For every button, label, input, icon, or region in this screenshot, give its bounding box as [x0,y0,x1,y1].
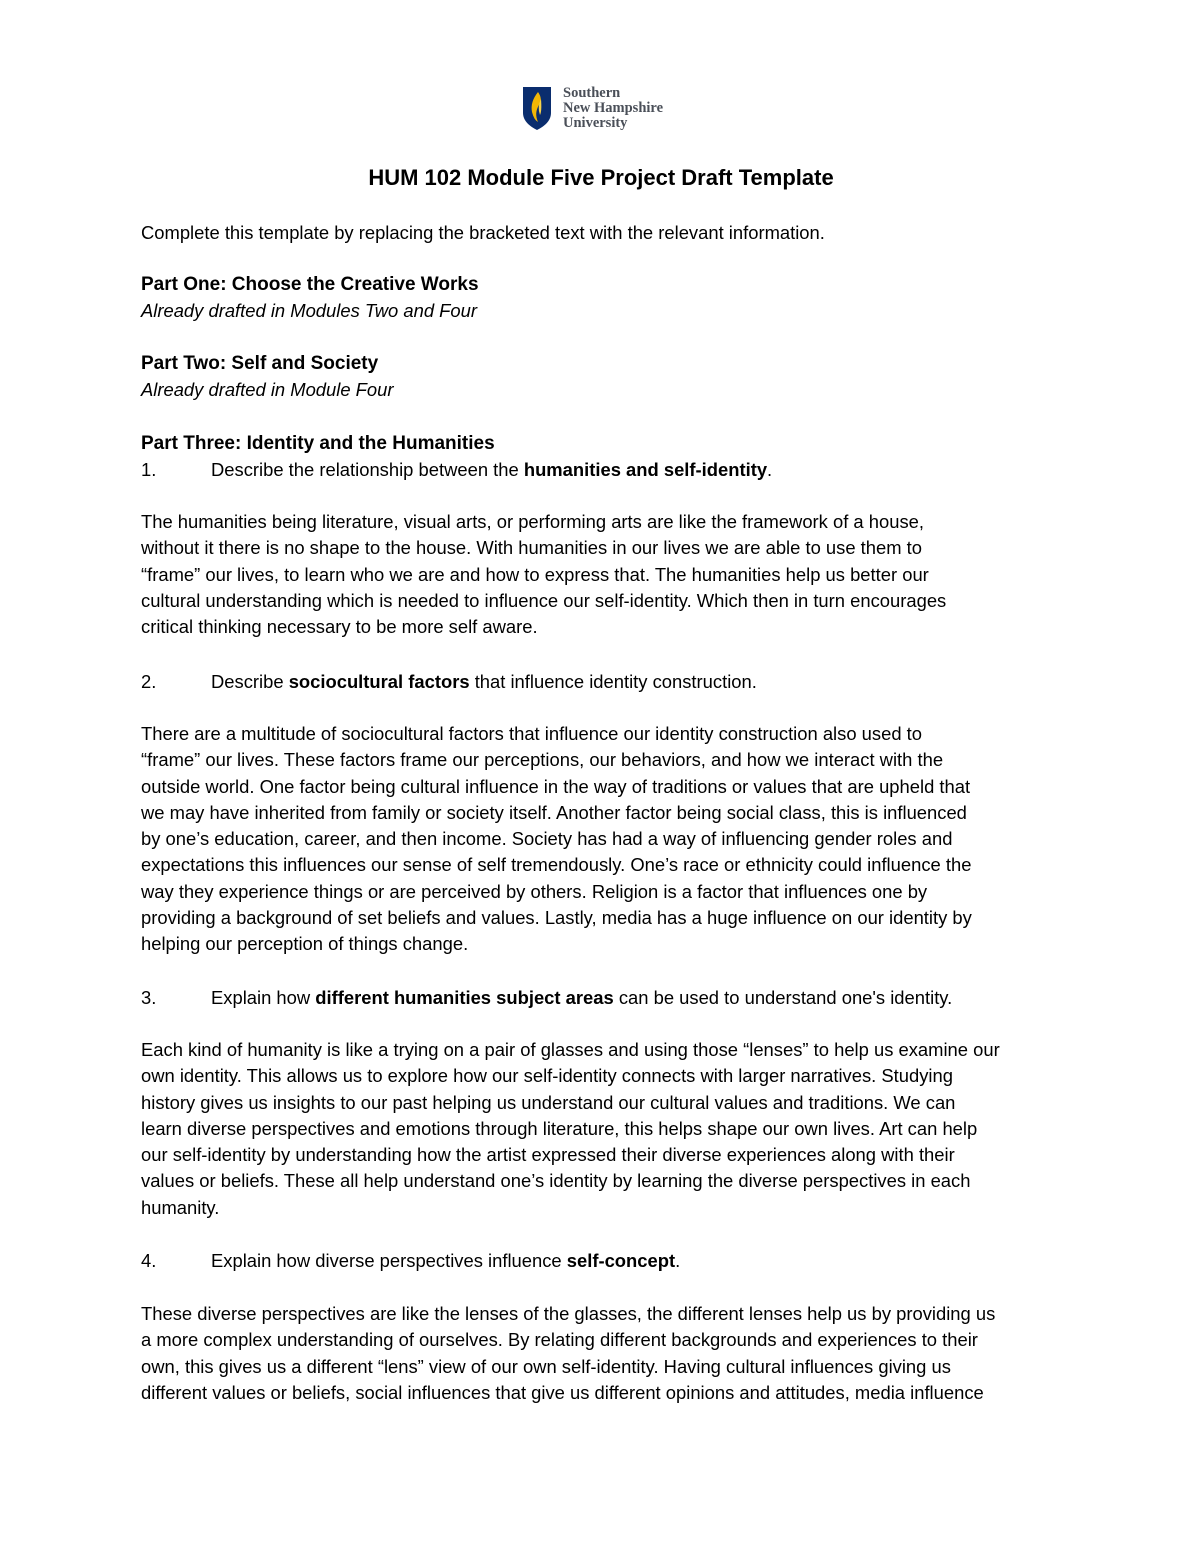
answer-line: learn diverse perspectives and emotions through literature, this helps shape our own lives. Art can help [141,1117,978,1139]
answer-2 [141,721,1071,958]
answer-line: There are a multitude of sociocultural factors that influence our identity construction also used to [141,723,923,744]
part-one-section [141,271,1071,324]
answer-line: The humanities being literature, visual arts, or performing arts are like the framework of a house, [141,511,924,532]
question-text-end: can be used to understand one's identity. [613,987,953,1008]
answer-line: without it there is no shape to the house. With humanities in our lives we are able to use them to [141,537,923,559]
question-4 [141,1248,1071,1274]
logo-line-2: New Hampshire [563,99,664,116]
question-number: 3. [141,987,157,1008]
part-one-heading: Part One: Choose the Creative Works [141,274,479,295]
answer-line: different values or beliefs, social influences that give us different opinions and attitudes, media influence [141,1381,984,1403]
part-two-note: Already drafted in Module Four [141,379,394,400]
answer-line: These diverse perspectives are like the lenses of the glasses, the different lenses help us by providing us [141,1303,996,1324]
question-emphasis: humanities and self-identity [523,459,768,480]
question-number: 4. [141,1250,157,1271]
answer-line: a more complex understanding of ourselves. By relating different backgrounds and experiences to their [141,1329,978,1351]
answer-line: our self-identity by understanding how the artist expressed their diverse experiences along with their [141,1144,955,1166]
answer-line: own, this gives us a different “lens” view of our own self-identity. Having cultural influences giving us [141,1355,951,1377]
answer-line: Each kind of humanity is like a trying on a pair of glasses and using those “lenses” to help us examine our [141,1039,1000,1060]
question-number: 2. [141,671,157,692]
answer-line: “frame” our lives. These factors frame our perceptions, our behaviors, and how we interact with the [141,749,944,771]
part-one-note: Already drafted in Modules Two and Four [141,300,477,321]
part-two-heading: Part Two: Self and Society [141,353,379,374]
question-1 [141,457,1071,483]
instructions-text: Complete this template by replacing the bracketed text with the relevant information. [141,222,825,243]
answer-line: humanity. [141,1196,220,1218]
answer-line: way they experience things or are perceived by others. Religion is a factor that influences one by [141,880,928,902]
question-number: 1. [141,459,157,480]
answer-line: own identity. This allows us to explore how our self-identity connects with larger narratives. Studying [141,1065,953,1087]
answer-line: history gives us insights to our past helping us understand our cultural values and traditions. We can [141,1091,956,1113]
answer-line: values or beliefs. These all help understand one’s identity by learning the diverse perspectives in each [141,1170,971,1192]
document-title: HUM 102 Module Five Project Draft Template [368,165,834,190]
answer-line: “frame” our lives, to learn who we are and how to express that. The humanities help us better our [141,563,929,585]
part-two-section [141,350,1071,403]
question-3 [141,985,1071,1011]
part-three-heading: Part Three: Identity and the Humanities [141,433,495,454]
logo-line-1: Southern [563,84,621,101]
question-text: Describe [211,671,289,692]
question-text: Explain how [211,987,316,1008]
question-text-end: . [767,459,773,480]
answer-line: expectations this influences our sense of self tremendously. One’s race or ethnicity could influence the [141,854,972,876]
question-text-end: . [675,1250,681,1271]
answer-line: by one’s education, career, and then income. Society has had a way of influencing gender roles and [141,828,953,850]
answer-line: cultural understanding which is needed to influence our self-identity. Which then in turn encourages [141,589,947,611]
flame-shield-icon [521,85,553,131]
answer-line: critical thinking necessary to be more self aware. [141,616,538,638]
answer-line: helping our perception of things change. [141,933,469,955]
question-emphasis: different humanities subject areas [315,987,614,1008]
logo-wordmark [563,86,663,131]
question-text-end: that influence identity construction. [469,671,757,692]
question-emphasis: sociocultural factors [288,671,470,692]
question-2 [141,669,1071,695]
question-emphasis: self-concept [566,1250,676,1271]
answer-3 [141,1037,1071,1221]
answer-line: outside world. One factor being cultural influence in the way of traditions or values that are upheld that [141,775,971,797]
answer-4 [141,1301,1071,1406]
answer-1 [141,509,1071,640]
answer-line: we may have inherited from family or society itself. Another factor being social class, this is influenced [141,801,967,823]
question-text: Explain how diverse perspectives influence [211,1250,567,1271]
question-text: Describe the relationship between the [211,459,524,480]
logo-line-3: University [563,114,628,131]
answer-line: providing a background of set beliefs and values. Lastly, media has a huge influence on our identity by [141,907,972,929]
university-logo [521,84,701,132]
